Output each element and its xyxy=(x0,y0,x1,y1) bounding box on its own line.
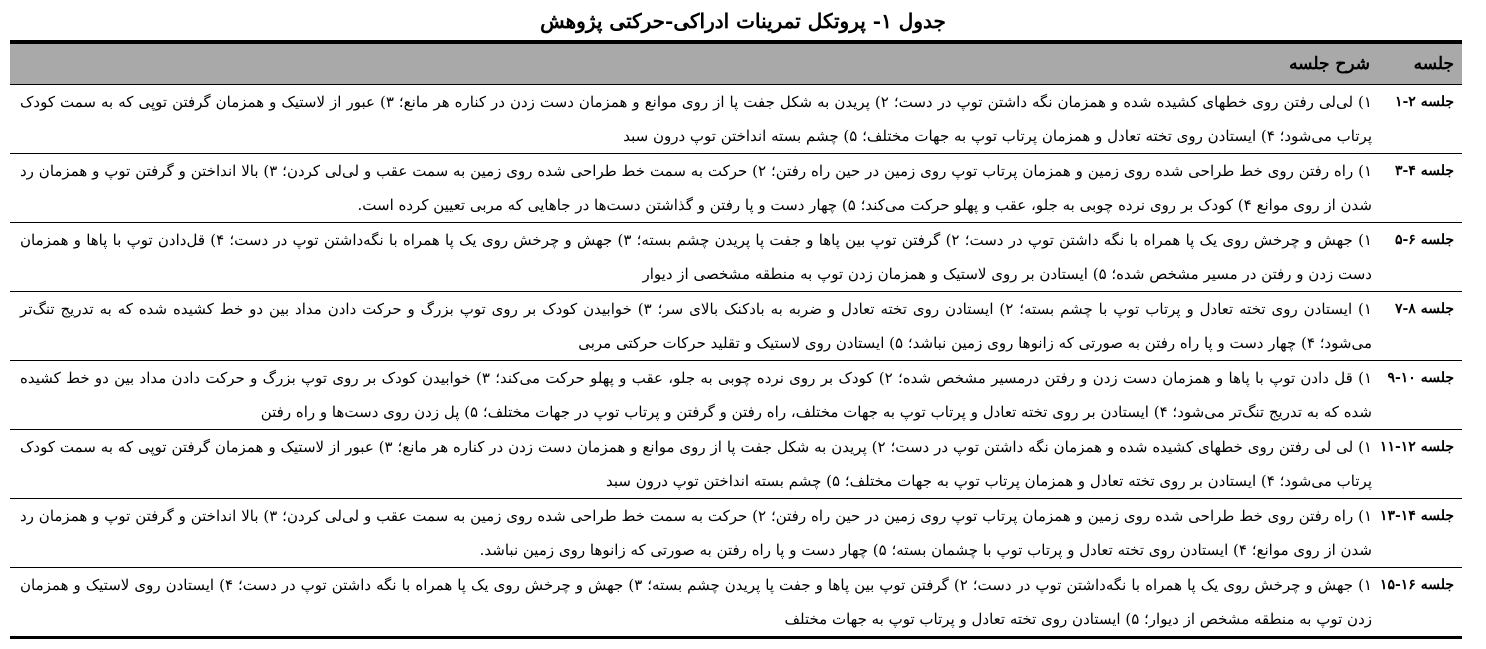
protocol-table xyxy=(10,44,1462,636)
session-cell: جلسه ۱۴-۱۳ xyxy=(1379,508,1454,524)
table-header-row xyxy=(10,44,1462,85)
description-cell: ۱) ایستادن روی تخته تعادل و پرتاب توپ با چشم بسته؛ ۲) ایستادن روی تخته تعادل و ضربه به بادکنک بالای سر؛ ۳) خوابیدن کودک بر روی توپ بزرگ و حرکت دادن مداد بین دو خط کشیده شده که به تدریج تنگ‌تر می‌شود؛ ۴) چهار دست و پا راه رفتن به صورتی که زانوها روی زمین نباشد؛ ۵) ایستادن روی لاستیک و تقلید حرکات حرکتی مربی xyxy=(20,300,1372,352)
table-row xyxy=(10,223,1462,292)
table-row xyxy=(10,430,1462,499)
table-row xyxy=(10,499,1462,568)
table-row xyxy=(10,292,1462,361)
session-cell: جلسه ۴-۳ xyxy=(1394,163,1454,179)
session-cell: جلسه ۶-۵ xyxy=(1394,232,1454,248)
column-header-description: شرح جلسه xyxy=(1289,54,1370,74)
protocol-table-container xyxy=(10,40,1462,639)
description-cell: ۱) جهش و چرخش روی یک پا همراه با نگه‌داشتن توپ در دست؛ ۲) گرفتن توپ بین پاها و جفت پا پریدن چشم بسته؛ ۳) جهش و چرخش روی یک پا همراه با نگه داشتن توپ در دست؛ ۴) ایستادن روی لاستیک و همزمان زدن توپ به منطقه مشخص از دیوار؛ ۵) ایستادن روی تخته تعادل و پرتاب توپ به جهات مختلف xyxy=(20,576,1372,628)
description-cell: ۱) جهش و چرخش روی یک پا همراه با نگه داشتن توپ در دست؛ ۲) گرفتن توپ بین پاها و جفت پا پریدن چشم بسته؛ ۳) جهش و چرخش روی یک پا همراه با نگه‌داشتن توپ در دست؛ ۴) قل‌دادن توپ با پاها و همزمان دست زدن و رفتن در مسیر مشخص شده؛ ۵) ایستادن بر روی لاستیک و همزمان زدن توپ به منطقه مشخصی از دیوار xyxy=(20,231,1372,283)
description-cell: ۱) راه رفتن روی خط طراحی شده روی زمین و همزمان پرتاب توپ روی زمین در حین راه رفتن؛ ۲) حرکت به سمت خط طراحی شده روی زمین به سمت عقب و لی‌لی کردن؛ ۳) بالا انداختن و گرفتن توپ و همزمان رد شدن از روی موانع ۴) کودک بر روی نرده چوبی به جلو، عقب و پهلو حرکت می‌کند؛ ۵) چهار دست و پا رفتن و گذاشتن دست‌ها در جاهایی که مربی تعیین کرده است. xyxy=(20,162,1372,214)
table-row xyxy=(10,154,1462,223)
description-cell: ۱) راه رفتن روی خط طراحی شده روی زمین و همزمان پرتاب توپ روی زمین در حین راه رفتن؛ ۲) حرکت به سمت خط طراحی شده روی زمین به سمت عقب و لی‌لی کردن؛ ۳) بالا انداختن و گرفتن توپ و همزمان رد شدن از روی موانع؛ ۴) ایستادن روی تخته تعادل و پرتاب توپ با چشمان بسته؛ ۵) چهار دست و پا راه رفتن به صورتی که زانوها روی زمین نباشد. xyxy=(20,507,1372,559)
session-cell: جلسه ۱۶-۱۵ xyxy=(1379,577,1454,593)
session-cell: جلسه ۸-۷ xyxy=(1394,301,1454,317)
description-cell: ۱) لی‌لی رفتن روی خطهای کشیده شده و همزمان نگه داشتن توپ در دست؛ ۲) پریدن به شکل جفت پا از روی موانع و همزمان دست زدن در کناره هر مانع؛ ۳) عبور از لاستیک و همزمان گرفتن توپی که به سمت کودک پرتاب می‌شود؛ ۴) ایستادن روی تخته تعادل و همزمان پرتاب توپ به جهات مختلف؛ ۵) چشم بسته انداختن توپ درون سبد xyxy=(20,93,1372,145)
description-cell: ۱) لی لی رفتن روی خطهای کشیده شده و همزمان نگه داشتن توپ در دست؛ ۲) پریدن به شکل جفت پا از روی موانع و همزمان دست زدن در کناره هر مانع؛ ۳) عبور از لاستیک و همزمان گرفتن توپی که به سمت کودک پرتاب می‌شود؛ ۴) ایستادن بر روی تخته تعادل و همزمان پرتاب توپ به جهات مختلف؛ ۵) چشم بسته انداختن توپ درون سبد xyxy=(20,438,1372,490)
table-row xyxy=(10,85,1462,154)
table-row xyxy=(10,361,1462,430)
description-cell: ۱) قل دادن توپ با پاها و همزمان دست زدن و رفتن درمسیر مشخص شده؛ ۲) کودک بر روی نرده چوبی به جلو، عقب و پهلو حرکت می‌کند؛ ۳) خوابیدن کودک بر روی توپ بزرگ و حرکت دادن مداد بین دو خط کشیده شده که به تدریج تنگ‌تر می‌شود؛ ۴) ایستادن بر روی تخته تعادل و پرتاب توپ به جهات مختلف، راه رفتن و گرفتن و پرتاب توپ در جهات مختلف؛ ۵) پل زدن روی دست‌ها و راه رفتن xyxy=(20,369,1372,421)
column-header-session: جلسه xyxy=(1413,54,1454,74)
session-cell: جلسه ۱۰-۹ xyxy=(1387,370,1454,386)
table-row xyxy=(10,568,1462,637)
table-title: جدول ۱- پروتکل تمرینات ادراکی-حرکتی پژوهش xyxy=(540,9,946,33)
session-cell: جلسه ۱۲-۱۱ xyxy=(1379,439,1454,455)
session-cell: جلسه ۲-۱ xyxy=(1394,94,1454,110)
